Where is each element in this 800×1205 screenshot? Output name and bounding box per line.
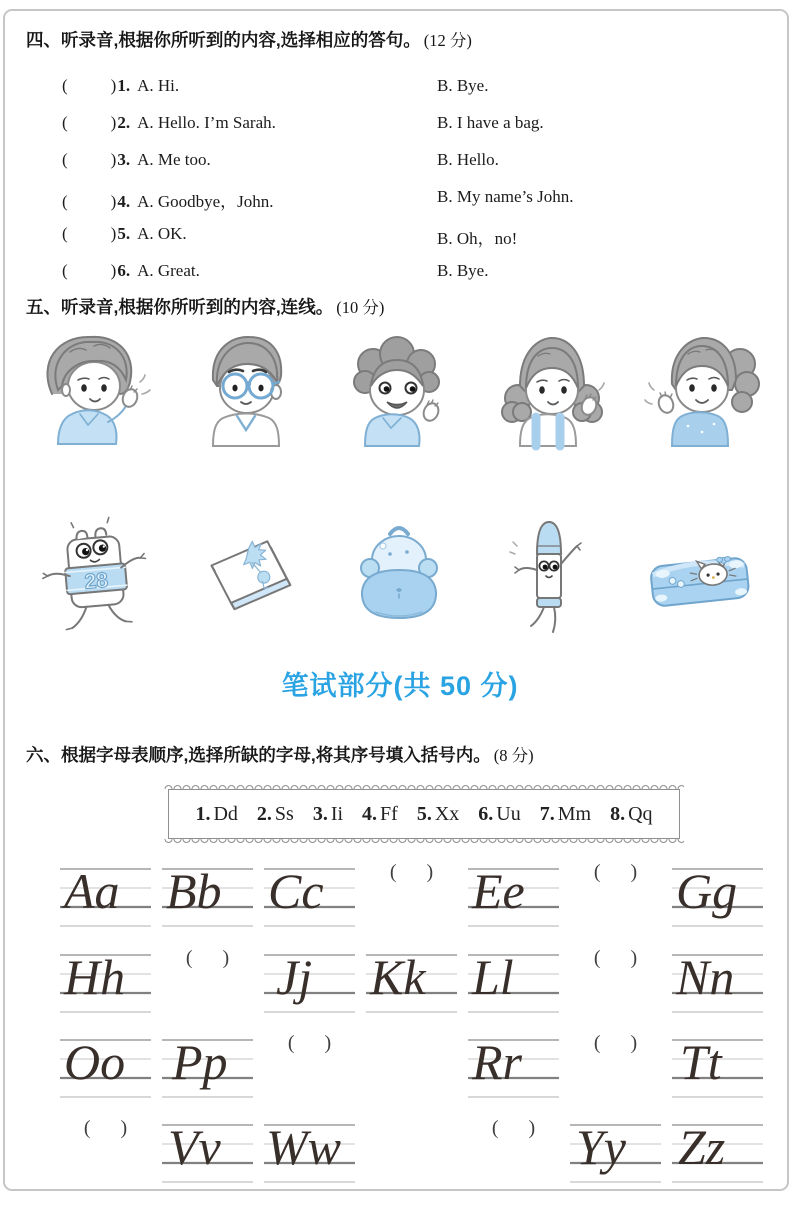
svg-text:Aa: Aa	[64, 863, 120, 919]
written-part-heading: 笔试部分(共 50 分)	[281, 671, 519, 701]
answer-blank: ( )	[62, 113, 118, 132]
letter-cell	[468, 947, 559, 1025]
option-b: B. Hello.	[437, 150, 499, 169]
option-a: A. OK.	[137, 224, 187, 243]
letter-cell	[264, 947, 355, 1025]
question-number: 3.	[117, 150, 131, 169]
letter-cell	[162, 1032, 253, 1110]
choice-item: 6. Uu	[478, 802, 521, 825]
eraser-number-label: 28	[83, 568, 109, 594]
boy-curly-hair-image	[339, 328, 461, 456]
empty-cell	[366, 1117, 457, 1195]
girl-ponytail-image	[644, 328, 766, 456]
question-row-4	[62, 187, 778, 212]
svg-text:Yy: Yy	[576, 1119, 626, 1175]
option-b: B. My name’s John.	[437, 187, 574, 206]
question-row-2	[62, 113, 778, 133]
question-number: 6.	[117, 261, 131, 280]
option-b: B. Bye.	[437, 261, 489, 280]
option-a: A. Me too.	[137, 150, 211, 169]
letter-cell	[672, 1117, 763, 1195]
svg-text:Tt: Tt	[680, 1034, 722, 1090]
letter-cell	[162, 1117, 253, 1195]
objects-images-row	[36, 508, 764, 646]
answer-blank-cell: ( )	[491, 1117, 536, 1139]
option-b: B. Oh，no!	[437, 229, 518, 248]
section5-points: (10 分)	[336, 298, 385, 317]
section4-title: 四、听录音,根据你所听到的内容,选择相应的答句。	[26, 30, 421, 50]
answer-blank-cell: ( )	[83, 1117, 128, 1139]
letter-cell	[570, 1117, 661, 1195]
letter-cell	[672, 861, 763, 939]
answer-blank: ( )	[62, 261, 118, 280]
svg-text:Ll: Ll	[472, 949, 514, 1005]
choice-item: 1. Dd	[195, 802, 238, 825]
question-row-1	[62, 76, 778, 96]
letter-cell	[60, 861, 151, 939]
question-number: 5.	[117, 224, 131, 243]
pencil-box-image	[640, 508, 764, 646]
svg-text:Ee: Ee	[472, 863, 525, 919]
boy-wavy-hair-image	[34, 328, 156, 456]
section4-heading	[26, 27, 472, 52]
notebook-image	[187, 508, 311, 646]
empty-cell	[366, 1032, 457, 1110]
boy-with-glasses-image	[187, 328, 309, 456]
letter-choices-box	[168, 789, 680, 839]
alphabet-row-2	[60, 947, 763, 1025]
choice-item: 2. Ss	[256, 802, 294, 825]
option-b: B. I have a bag.	[437, 113, 544, 132]
answer-blank-cell: ( )	[287, 1032, 332, 1054]
svg-text:Nn: Nn	[676, 949, 735, 1005]
svg-text:Gg: Gg	[676, 863, 738, 919]
svg-text:Kk: Kk	[370, 949, 426, 1005]
option-a: A. Hi.	[137, 76, 180, 95]
question-row-3	[62, 150, 778, 170]
girl-pigtails-image	[492, 328, 614, 456]
answer-blank-cell: ( )	[593, 947, 638, 969]
svg-text:Hh: Hh	[64, 949, 126, 1005]
answer-blank: ( )	[62, 192, 118, 211]
choice-item: 5. Xx	[416, 802, 460, 825]
choice-item: 7. Mm	[539, 802, 592, 825]
svg-text:Jj: Jj	[276, 949, 313, 1005]
svg-text:Vv: Vv	[168, 1119, 221, 1175]
letter-cell	[468, 1032, 559, 1110]
letter-cell	[60, 1032, 151, 1110]
answer-blank-cell: ( )	[389, 861, 434, 883]
question-row-5	[62, 224, 778, 248]
choice-item: 3. Ii	[312, 802, 344, 825]
section5-title: 五、听录音,根据你所听到的内容,连线。	[26, 297, 334, 317]
svg-text:Bb: Bb	[166, 863, 222, 919]
answer-blank: ( )	[62, 224, 118, 243]
children-images-row	[34, 328, 766, 458]
letter-cell	[60, 947, 151, 1025]
svg-text:Pp: Pp	[172, 1034, 228, 1090]
section6-title: 六、根据字母表顺序,选择所缺的字母,将其序号填入括号内。	[26, 745, 491, 765]
option-a: A. Goodbye，John.	[137, 192, 274, 211]
question-number: 2.	[117, 113, 131, 132]
crayon-image	[489, 508, 613, 646]
backpack-image	[338, 508, 462, 646]
alphabet-row-3	[60, 1032, 763, 1110]
section6-points: (8 分)	[493, 746, 534, 765]
letter-cell	[264, 861, 355, 939]
svg-text:Zz: Zz	[678, 1119, 726, 1175]
choice-item: 8. Qq	[610, 802, 653, 825]
answer-blank: ( )	[62, 76, 118, 95]
choice-item: 4. Ff	[362, 802, 398, 825]
answer-blank-cell: ( )	[593, 861, 638, 883]
section5-heading	[26, 294, 384, 319]
alphabet-row-4	[60, 1117, 763, 1195]
letter-cell	[468, 861, 559, 939]
option-a: A. Great.	[137, 261, 200, 280]
svg-text:Cc: Cc	[268, 863, 324, 919]
letter-cell	[264, 1117, 355, 1195]
section6-heading	[26, 742, 534, 767]
svg-text:Ww: Ww	[266, 1119, 341, 1175]
answer-blank-cell: ( )	[185, 947, 230, 969]
option-a: A. Hello. I’m Sarah.	[137, 113, 276, 132]
option-b: B. Bye.	[437, 76, 489, 95]
eraser-28-image	[36, 508, 160, 646]
question-number: 4.	[117, 192, 131, 211]
svg-text:Rr: Rr	[472, 1034, 522, 1090]
letter-cell	[366, 947, 457, 1025]
question-row-6	[62, 261, 778, 281]
question-number: 1.	[117, 76, 131, 95]
svg-text:Oo: Oo	[64, 1034, 126, 1090]
answer-blank: ( )	[62, 150, 118, 169]
letter-cell	[162, 861, 253, 939]
letter-cell	[672, 947, 763, 1025]
answer-blank-cell: ( )	[593, 1032, 638, 1054]
letter-cell	[672, 1032, 763, 1110]
section4-points: (12 分)	[423, 31, 472, 50]
alphabet-row-1	[60, 861, 763, 939]
